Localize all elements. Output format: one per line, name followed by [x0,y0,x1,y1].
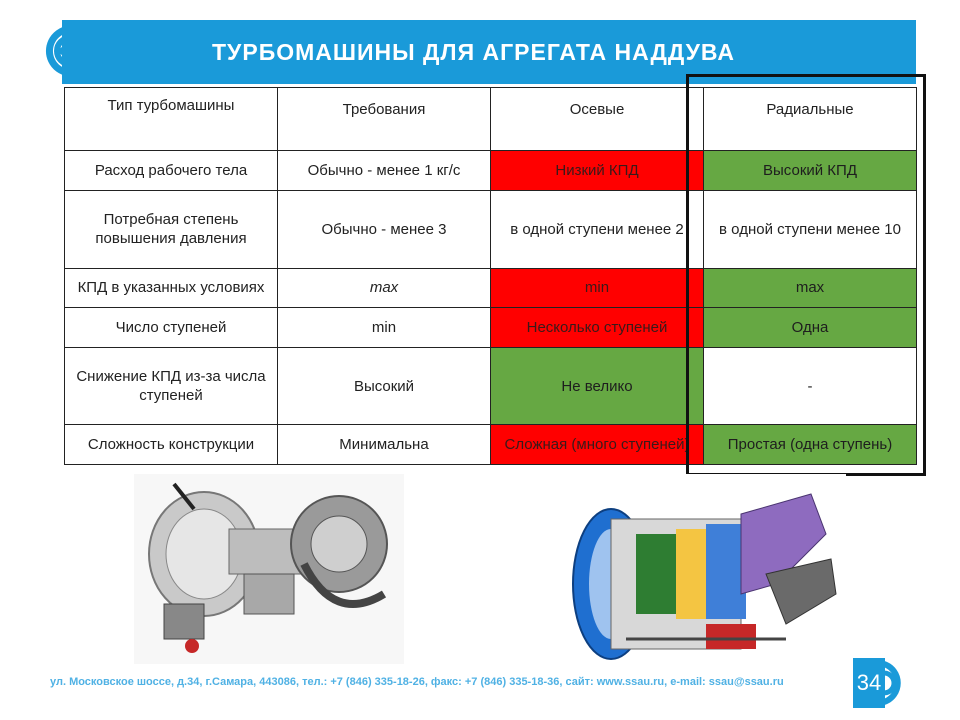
header-bar [62,20,916,84]
axial-cell: Несколько ступеней [491,308,704,348]
page-title: ТУРБОМАШИНЫ ДЛЯ АГРЕГАТА НАДДУВА [212,39,735,65]
axial-cell: Не велико [491,347,704,424]
radial-cell: - [704,347,917,424]
radial-cell: в одной ступени менее 10 [704,191,917,268]
radial-cell: Высокий КПД [704,151,917,191]
requirement-cell: Обычно - менее 1 кг/с [278,151,491,191]
row-label: Число ступеней [65,308,278,348]
requirement-cell: Обычно - менее 3 [278,191,491,268]
requirement-cell: Минимальна [278,425,491,465]
footer-contacts: ул. Московское шоссе, д.34, г.Самара, 443086, тел.: +7 (846) 335-18-26, факс: +7 (846) 335-18-36, сайт: www.ssau.ru, e-mail: ssau@ssau.ru [50,676,784,688]
requirement-cell: Высокий [278,347,491,424]
radial-cell: Одна [704,308,917,348]
axial-cell: min [491,268,704,308]
requirement-cell: max [278,268,491,308]
radial-cell: Простая (одна ступень) [704,425,917,465]
ssau-corner-logo-icon [876,656,916,710]
row-label: Расход рабочего тела [65,151,278,191]
comparison-table [64,87,917,465]
axial-cell: Низкий КПД [491,151,704,191]
table-row [65,347,917,424]
axial-cell: в одной ступени менее 2 [491,191,704,268]
header-cell-radial: Радиальные [704,88,917,151]
page-number: 34 [853,658,885,708]
table-row [65,191,917,268]
table-header-row [65,88,917,151]
table-row [65,268,917,308]
header-cell-requirements: Требования [278,88,491,151]
turbocharger-cutaway-image [134,474,404,664]
header-cell-type: Тип турбомашины [65,88,278,151]
axial-turbomachine-cutaway-image [566,474,846,666]
header-cell-axial: Осевые [491,88,704,151]
axial-cell: Сложная (много ступеней) [491,425,704,465]
table-row [65,425,917,465]
table-row [65,308,917,348]
row-label: Потребная степень повышения давления [65,191,278,268]
requirement-cell: min [278,308,491,348]
row-label: КПД в указанных условиях [65,268,278,308]
table-row [65,151,917,191]
radial-cell: max [704,268,917,308]
row-label: Сложность конструкции [65,425,278,465]
row-label: Снижение КПД из-за числа ступеней [65,347,278,424]
